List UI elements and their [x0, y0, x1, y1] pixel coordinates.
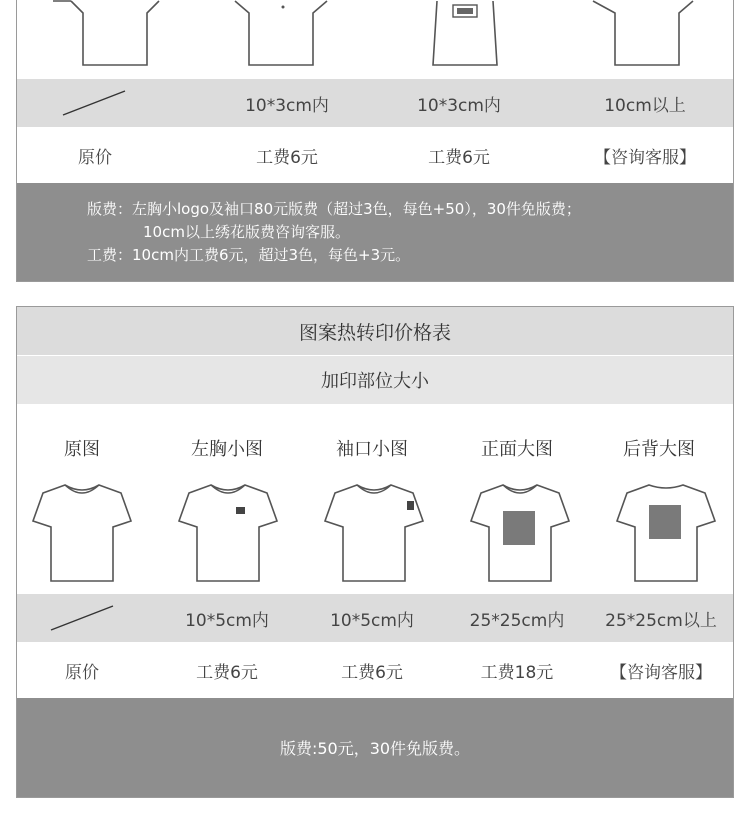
shirt-illustrations-row: [17, 0, 733, 79]
table-subtitle: [17, 356, 733, 404]
table-title: [17, 307, 733, 355]
price-cell: 【咨询客服】: [594, 147, 696, 168]
fee-note: [17, 698, 733, 797]
fee-note-text: 版费:50元，30件免版费。: [279, 739, 471, 758]
size-cell: 10*3cm内: [245, 95, 329, 116]
price-cell: 工费6元: [341, 662, 403, 683]
table-subtitle-text: 加印部位大小: [321, 371, 429, 392]
price-row: [17, 127, 733, 183]
tshirt-sleeve-print-icon: [321, 481, 427, 585]
size-cell: 10*5cm内: [185, 610, 269, 631]
note-line: 工费：10cm内工费6元，超过3色，每色+3元。: [87, 246, 411, 264]
table-title-text: 图案热转印价格表: [298, 321, 451, 344]
note-line: 版费：左胸小logo及袖口80元版费（超过3色，每色+50），30件免版费；: [87, 200, 581, 218]
tshirt-icon: [587, 0, 697, 69]
position-label: 正面大图: [481, 439, 553, 460]
tshirt-sleeve-icon: [425, 0, 505, 69]
price-cell: 工费6元: [256, 147, 318, 168]
embroidery-price-table: [16, 0, 734, 282]
price-cell: 【咨询客服】: [610, 662, 712, 683]
note-line: 10cm以上绣花版费咨询客服。: [143, 223, 350, 241]
row-label: 原价: [65, 662, 99, 683]
tshirt-left-chest-icon: [175, 481, 281, 585]
size-cell: 10cm以上: [604, 95, 686, 116]
price-cell: 工费18元: [480, 662, 554, 683]
tshirt-original-icon: [29, 481, 135, 585]
size-cell: 10*3cm内: [417, 95, 501, 116]
tshirt-icon: [53, 0, 163, 69]
size-row: [17, 79, 733, 127]
price-cell: 工费6元: [428, 147, 490, 168]
heat-transfer-price-table: [16, 306, 734, 798]
position-label: 原图: [64, 439, 100, 460]
price-row: [17, 642, 733, 698]
fee-notes: [17, 183, 733, 281]
position-label: 袖口小图: [336, 439, 408, 460]
position-label: 后背大图: [623, 439, 695, 460]
diagonal-slash-icon: [61, 89, 127, 117]
size-row: [17, 594, 733, 642]
position-label: 左胸小图: [191, 439, 263, 460]
price-cell: 工费6元: [196, 662, 258, 683]
tshirt-back-print-icon: [613, 481, 719, 585]
size-cell: 10*5cm内: [330, 610, 414, 631]
size-cell: 25*25cm内: [469, 610, 565, 631]
row-label: 原价: [78, 147, 112, 168]
tshirt-front-print-icon: [467, 481, 573, 585]
size-cell: 25*25cm以上: [605, 610, 717, 631]
diagonal-slash-icon: [49, 604, 115, 632]
tshirt-icon: [227, 0, 337, 69]
